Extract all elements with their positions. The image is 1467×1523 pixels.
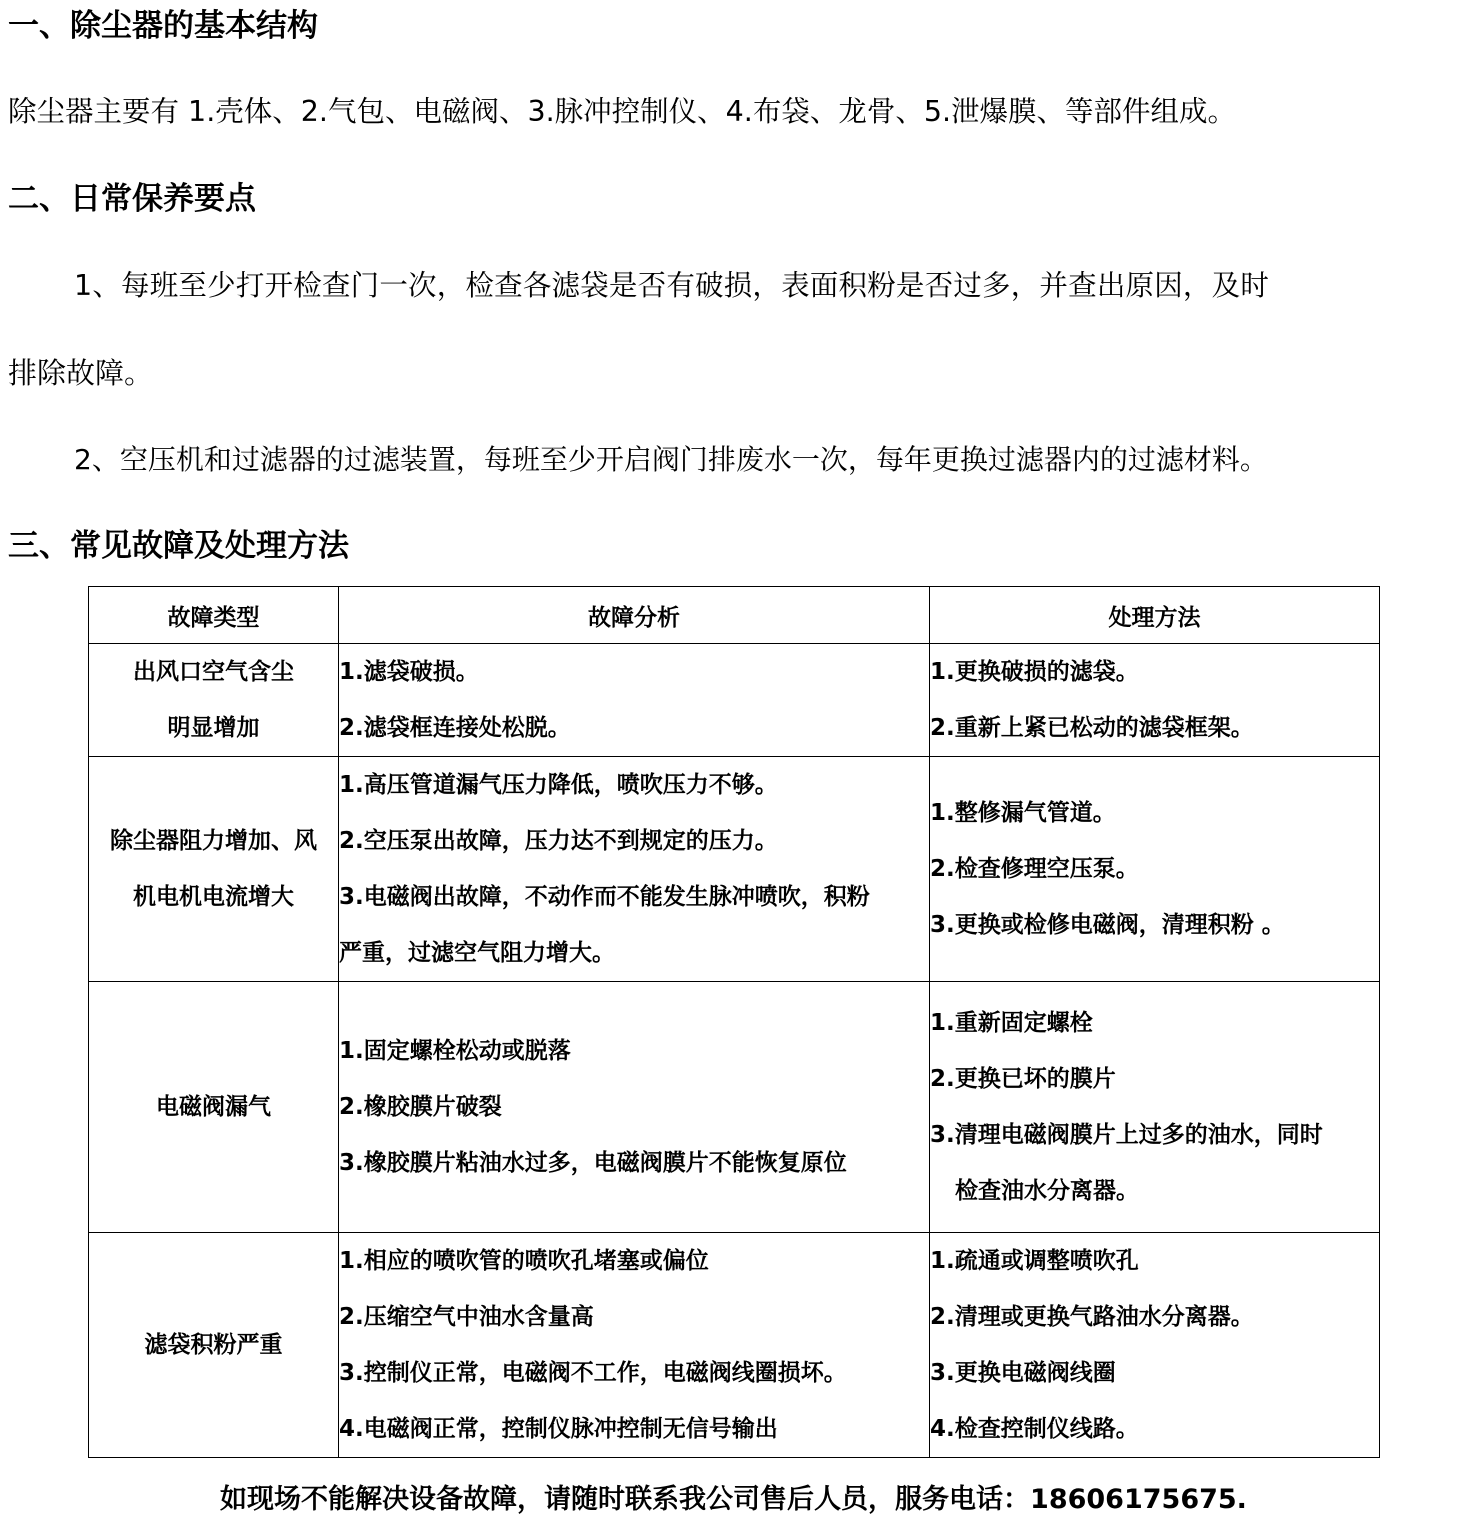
- solution-item: 2.清理或更换气路油水分离器。: [930, 1304, 1254, 1330]
- fault-analysis-cell: [339, 757, 930, 982]
- analysis-item: 2.空压泵出故障，压力达不到规定的压力。: [339, 828, 778, 854]
- solution-item: 3.更换电磁阀线圈: [930, 1360, 1116, 1386]
- fault-type-cell: [89, 644, 339, 757]
- solution-item: 1.重新固定螺栓: [930, 1010, 1093, 1036]
- analysis-item: 3.橡胶膜片粘油水过多，电磁阀膜片不能恢复原位: [339, 1150, 847, 1176]
- solution-item: 2.重新上紧已松动的滤袋框架。: [930, 715, 1254, 741]
- solution-item: 2.检查修理空压泵。: [930, 856, 1139, 882]
- fault-type-line: 电磁阀漏气: [156, 1094, 271, 1120]
- service-contact-note: 如现场不能解决设备故障，请随时联系我公司售后人员，服务电话：18606175675.: [220, 1484, 1247, 1515]
- solution-cell: [930, 757, 1380, 982]
- analysis-item: 1.固定螺栓松动或脱落: [339, 1038, 571, 1064]
- fault-type-cell: [89, 982, 339, 1233]
- solution-item: 3.更换或检修电磁阀，清理积粉 。: [930, 912, 1285, 938]
- analysis-item: 2.滤袋框连接处松脱。: [339, 715, 571, 741]
- fault-type-cell: [89, 1233, 339, 1458]
- maintenance-point-1: 1、每班至少打开检查门一次，检查各滤袋是否有破损，表面积粉是否过多，并查出原因，及时: [74, 269, 1270, 302]
- header-fault-type: 故障类型: [89, 587, 339, 644]
- fault-type-line: 滤袋积粉严重: [144, 1332, 283, 1358]
- fault-type-cell: [89, 757, 339, 982]
- table-row: [89, 982, 1380, 1233]
- analysis-item: 1.滤袋破损。: [339, 659, 479, 685]
- solution-item: 1.整修漏气管道。: [930, 800, 1116, 826]
- analysis-item: 2.压缩空气中油水含量高: [339, 1304, 594, 1330]
- header-solution: 处理方法: [930, 587, 1380, 644]
- maintenance-point-1-continued: 排除故障。: [8, 356, 154, 390]
- analysis-item: 4.电磁阀正常，控制仪脉冲控制无信号输出: [339, 1416, 778, 1442]
- header-fault-analysis: 故障分析: [339, 587, 930, 644]
- fault-type-line: 机电机电流增大: [133, 884, 294, 910]
- analysis-item: 3.电磁阀出故障，不动作而不能发生脉冲喷吹，积粉: [339, 884, 870, 910]
- fault-type-line: 明显增加: [167, 715, 260, 741]
- analysis-item-continued: 严重，过滤空气阻力增大。: [339, 940, 615, 966]
- fault-table: [88, 586, 1380, 1458]
- fault-analysis-cell: [339, 982, 930, 1233]
- section-heading-structure: 一、除尘器的基本结构: [8, 8, 318, 44]
- analysis-item: 2.橡胶膜片破裂: [339, 1094, 502, 1120]
- solution-cell: [930, 644, 1380, 757]
- fault-analysis-cell: [339, 1233, 930, 1458]
- fault-type-line: 出风口空气含尘: [133, 659, 294, 685]
- solution-item: 1.疏通或调整喷吹孔: [930, 1248, 1139, 1274]
- section-heading-faults: 三、常见故障及处理方法: [8, 528, 349, 564]
- structure-description: 除尘器主要有 1.壳体、2.气包、电磁阀、3.脉冲控制仪、4.布袋、龙骨、5.泄爆膜、等部件组成。: [8, 95, 1237, 128]
- section-heading-maintenance: 二、日常保养要点: [8, 181, 256, 217]
- analysis-item: 3.控制仪正常，电磁阀不工作，电磁阀线圈损坏。: [339, 1360, 847, 1386]
- solution-item: 2.更换已坏的膜片: [930, 1066, 1116, 1092]
- solution-item: 1.更换破损的滤袋。: [930, 659, 1139, 685]
- analysis-item: 1.相应的喷吹管的喷吹孔堵塞或偏位: [339, 1248, 709, 1274]
- solution-item: 4.检查控制仪线路。: [930, 1416, 1139, 1442]
- table-row: [89, 757, 1380, 982]
- fault-type-line: 除尘器阻力增加、风: [110, 828, 317, 854]
- fault-analysis-cell: [339, 644, 930, 757]
- table-row: [89, 644, 1380, 757]
- maintenance-point-2: 2、空压机和过滤器的过滤装置，每班至少开启阀门排废水一次，每年更换过滤器内的过滤材料。: [74, 443, 1268, 476]
- solution-item: 3.清理电磁阀膜片上过多的油水，同时: [930, 1122, 1323, 1148]
- analysis-item: 1.高压管道漏气压力降低，喷吹压力不够。: [339, 772, 778, 798]
- table-header-row: [89, 587, 1380, 644]
- solution-cell: [930, 1233, 1380, 1458]
- solution-cell: [930, 982, 1380, 1233]
- solution-item-continued: 检查油水分离器。: [955, 1178, 1139, 1204]
- table-row: [89, 1233, 1380, 1458]
